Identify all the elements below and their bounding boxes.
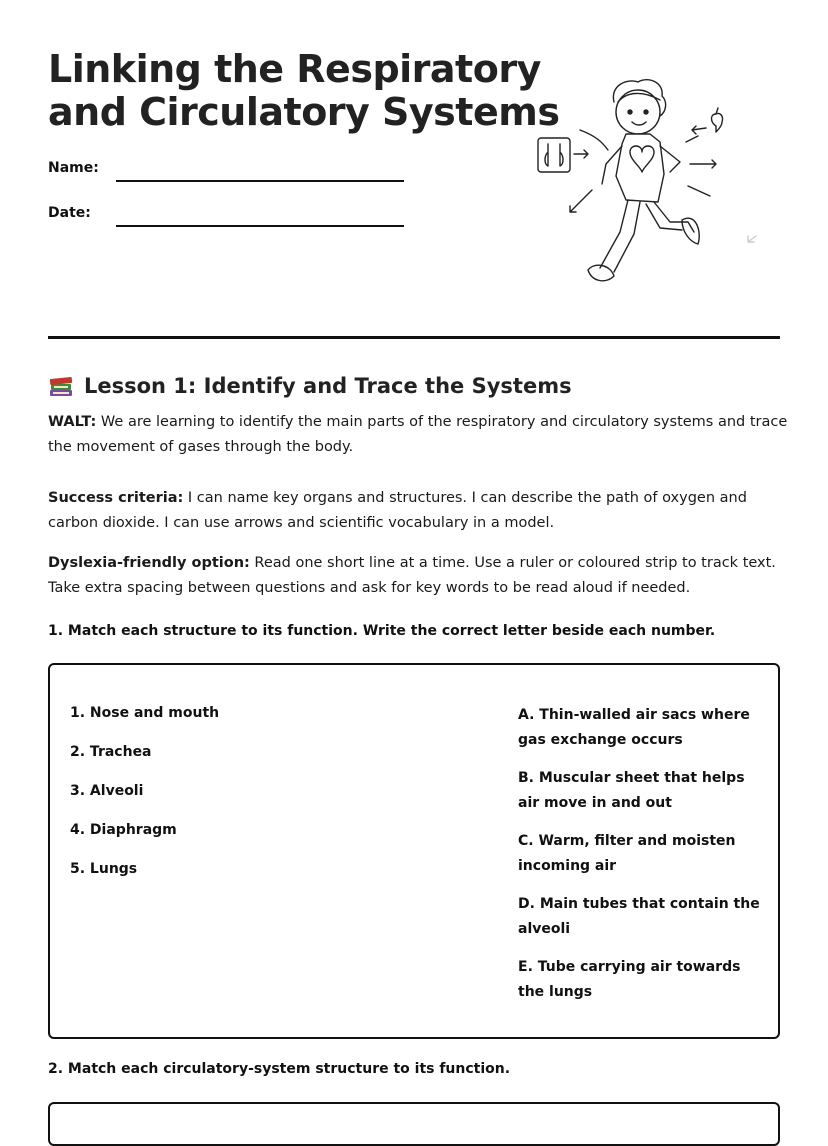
date-line bbox=[116, 225, 404, 227]
success-text: I can name key organs and structures. I can describe the path of oxygen and carbon dioxide. I can use arrows and scientific vocabulary in a model. bbox=[48, 490, 747, 531]
structure-item: 3. Alveoli bbox=[70, 783, 144, 799]
structure-item: 1. Nose and mouth bbox=[70, 705, 220, 721]
dyslexia-label: Dyslexia-friendly option: bbox=[48, 555, 250, 571]
success-label: Success criteria: bbox=[48, 490, 184, 506]
matching-box-2 bbox=[48, 1102, 780, 1146]
question-2-prompt: 2. Match each circulatory-system structure to its function. bbox=[48, 1061, 511, 1077]
function-item: C. Warm, filter and moisten incoming air bbox=[518, 833, 736, 874]
worksheet-title bbox=[48, 48, 559, 134]
function-item: D. Main tubes that contain the alveoli bbox=[518, 896, 760, 937]
walt-paragraph bbox=[48, 410, 788, 459]
matching-box-1 bbox=[48, 663, 780, 1039]
functions-column bbox=[518, 703, 768, 1018]
running-boy-illustration bbox=[530, 72, 770, 296]
walt-text: We are learning to identify the main parts of the respiratory and circulatory systems and trace the movement of gases through the body. bbox=[48, 414, 788, 455]
structure-item: 4. Diaphragm bbox=[70, 822, 177, 838]
header-divider bbox=[48, 336, 780, 339]
books-icon bbox=[48, 374, 74, 398]
function-item: A. Thin-walled air sacs where gas exchange occurs bbox=[518, 707, 750, 748]
lesson-heading-text: Lesson 1: Identify and Trace the Systems bbox=[84, 374, 572, 398]
structure-item: 5. Lungs bbox=[70, 861, 138, 877]
name-line bbox=[116, 180, 404, 182]
walt-label: WALT: bbox=[48, 414, 97, 430]
success-criteria-paragraph bbox=[48, 486, 788, 535]
dyslexia-text: Read one short line at a time. Use a ruler or coloured strip to track text. Take extra spacing between questions and ask for key words to be read aloud if needed. bbox=[48, 555, 776, 596]
title-line-1: Linking the Respiratory bbox=[48, 47, 541, 91]
question-1-prompt: 1. Match each structure to its function. Write the correct letter beside each number. bbox=[48, 623, 716, 639]
structures-column bbox=[70, 703, 219, 898]
name-label: Name: bbox=[48, 160, 99, 176]
structure-item: 2. Trachea bbox=[70, 744, 152, 760]
dyslexia-paragraph bbox=[48, 551, 788, 600]
title-line-2: and Circulatory Systems bbox=[48, 90, 560, 134]
date-label: Date: bbox=[48, 205, 91, 221]
function-item: B. Muscular sheet that helps air move in and out bbox=[518, 770, 745, 811]
lesson-heading bbox=[48, 374, 572, 398]
function-item: E. Tube carrying air towards the lungs bbox=[518, 959, 741, 1000]
